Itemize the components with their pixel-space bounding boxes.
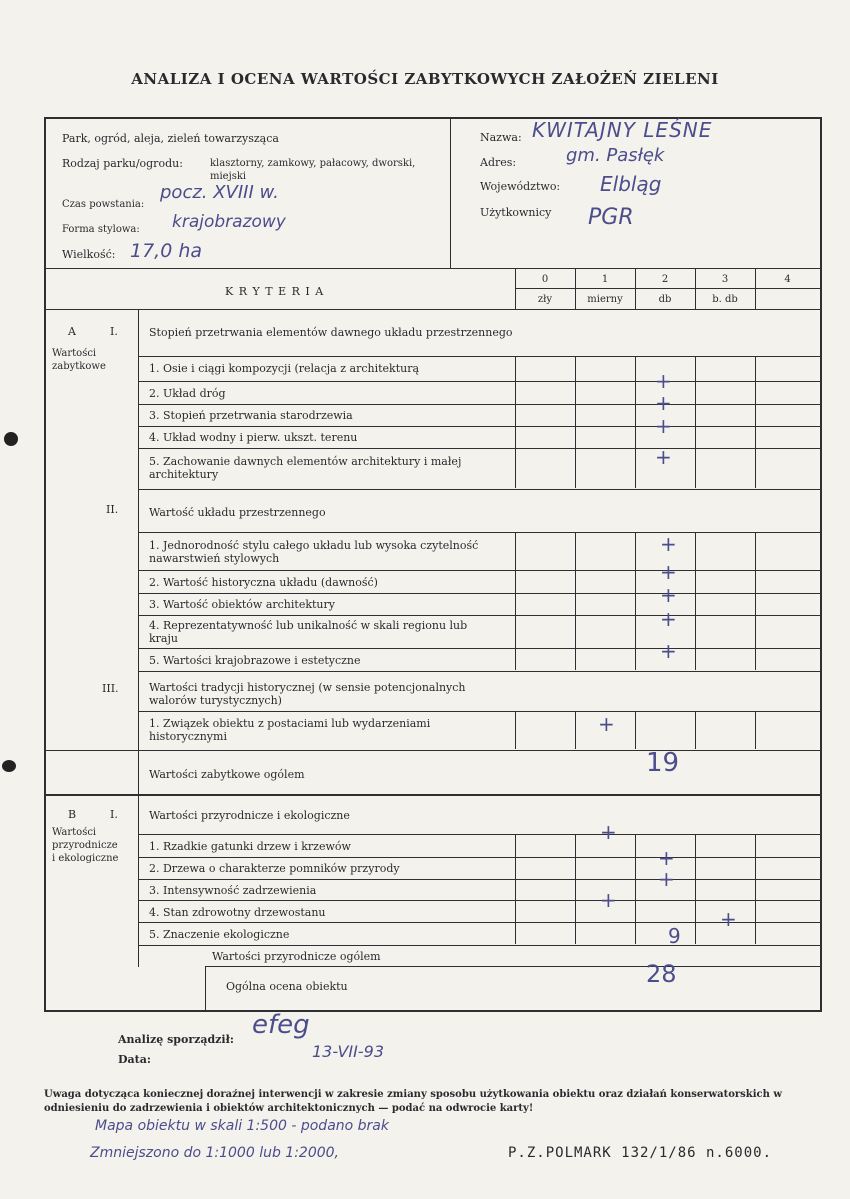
mark-b1-2b: + xyxy=(658,867,675,891)
a-g1-col xyxy=(755,356,756,488)
a-g1-item: 4. Układ wodny i pierw. ukszt. terenu xyxy=(149,431,358,444)
mark-b1-2: + xyxy=(658,846,675,870)
frame-right xyxy=(820,117,822,1012)
a-g2-row-sep xyxy=(138,593,820,594)
crit-num-3: 3 xyxy=(721,274,729,285)
data-label: Data: xyxy=(118,1053,151,1066)
punch-hole-icon xyxy=(2,760,16,772)
sporz-label: Analizę sporządził: xyxy=(118,1033,234,1046)
b-g1-col xyxy=(575,834,576,944)
a-g2-col xyxy=(515,532,516,670)
a-g2-item: 4. Reprezentatywność lub unikalność w skali regionu lub kraju xyxy=(149,619,468,645)
a-g2-item: 1. Jednorodność stylu całego układu lub wysoka czytelność nawarstwień stylowych xyxy=(149,539,479,565)
a-g1-item: 1. Osie i ciągi kompozycji (relacja z architekturą xyxy=(149,362,420,375)
a-g1-title: Stopień przetrwania elementów dawnego układu przestrzennego xyxy=(149,326,513,339)
b-g1-item: 2. Drzewa o charakterze pomników przyrody xyxy=(149,862,400,875)
criteria-bottom xyxy=(44,309,822,310)
mark-a2-4: + xyxy=(660,607,677,631)
a-g1-item: 3. Stopień przetrwania starodrzewia xyxy=(149,409,353,422)
a-total-value: 19 xyxy=(646,748,680,778)
b-g1-title: Wartości przyrodnicze i ekologiczne xyxy=(149,809,350,822)
mark-a1-5: + xyxy=(655,445,672,469)
section-divider xyxy=(44,794,822,796)
nazwa-label: Nazwa: xyxy=(480,131,522,144)
a-g1-item: 5. Zachowanie dawnych elementów architektury i małej architektury xyxy=(149,455,462,481)
b-g1-col xyxy=(695,834,696,944)
mark-a2-1: + xyxy=(660,532,677,556)
a-g2-col xyxy=(755,532,756,670)
a-g2-item: 5. Wartości krajobrazowe i estetyczne xyxy=(149,654,361,667)
a-g1-col xyxy=(515,356,516,488)
rodzaj-label: Rodzaj parku/ogrodu: xyxy=(62,157,183,170)
sectionB-letter: B xyxy=(68,808,77,821)
a-g2-item: 3. Wartość obiektów architektury xyxy=(149,598,335,611)
b-total-label: Wartości przyrodnicze ogólem xyxy=(212,950,381,963)
a-g3-col xyxy=(755,711,756,749)
czas-value: pocz. XVIII w. xyxy=(160,182,279,203)
a-g1-col xyxy=(695,356,696,488)
wielkosc-value: 17,0 ha xyxy=(130,240,203,262)
header-divider xyxy=(450,117,451,269)
print-code: P.Z.POLMARK 132/1/86 n.6000. xyxy=(508,1145,773,1161)
b-g1-col xyxy=(635,834,636,944)
col-line-3-head xyxy=(695,268,696,310)
b-g1-item: 5. Znaczenie ekologiczne xyxy=(149,928,290,941)
criteria-mid-line xyxy=(515,288,822,289)
col-line-0-head xyxy=(515,268,516,288)
b-total-line xyxy=(205,966,822,967)
kryteria-label: K R Y T E R I A xyxy=(225,285,325,298)
a-g1-row-sep xyxy=(138,448,820,449)
b-g1-row-sep xyxy=(138,900,820,901)
crit-num-1: 1 xyxy=(601,274,609,285)
b-g1-col xyxy=(515,834,516,944)
b-g1-item: 3. Intensywność zadrzewienia xyxy=(149,884,317,897)
a-g1-row-sep xyxy=(138,426,820,427)
overall-label: Ogólna ocena obiektu xyxy=(226,980,348,993)
mark-b1-3: + xyxy=(600,888,617,912)
woj-label: Województwo: xyxy=(480,180,561,193)
overall-left-line xyxy=(205,966,206,1010)
a-g3-col xyxy=(695,711,696,749)
a-total-left-line xyxy=(44,750,140,751)
a-g1-item: 2. Układ dróg xyxy=(149,387,226,400)
b-g1-item: 1. Rzadkie gatunki drzew i krzewów xyxy=(149,840,351,853)
header-bottom xyxy=(44,268,822,269)
a-g3-col xyxy=(575,711,576,749)
uzyt-value: PGR xyxy=(588,205,634,230)
rodzaj-options: klasztorny, zamkowy, pałacowy, dworski, xyxy=(210,158,416,169)
crit-grade-2: db xyxy=(658,294,672,305)
a-g2-item: 2. Wartość historyczna układu (dawność) xyxy=(149,576,378,589)
forma-label: Forma stylowa: xyxy=(62,224,140,235)
crit-grade-0: zły xyxy=(537,294,553,305)
crit-num-0: 0 xyxy=(541,274,549,285)
sporz-value: efeg xyxy=(252,1010,310,1040)
a-g3-item: 1. Związek obiektu z postaciami lub wydarzeniami historycznymi xyxy=(149,717,431,743)
a-g2-col xyxy=(695,532,696,670)
a-g2-title: Wartość układu przestrzennego xyxy=(149,506,326,519)
sectionA-roman2: II. xyxy=(106,503,119,516)
a-g1-row-sep xyxy=(138,404,820,405)
form-title: ANALIZA I OCENA WARTOŚCI ZABYTKOWYCH ZAŁOŻEŃ ZIELENI xyxy=(131,70,719,88)
park-line: Park, ogród, aleja, zieleń towarzysząca xyxy=(62,132,279,145)
a-g1-col xyxy=(635,356,636,488)
b-g1-item: 4. Stan zdrowotny drzewostanu xyxy=(149,906,326,919)
forma-value: krajobrazowy xyxy=(172,212,286,232)
uzyt-label: Użytkownicy xyxy=(480,206,552,219)
warning-note: Uwaga dotycząca koniecznej doraźnej interwencji w zakresie zmiany sposobu użytkowania obiektu oraz działań konserwatorskich w odniesieniu do zadrzewienia i obiektów architektonicznych — podać na odwrocie karty! xyxy=(44,1089,782,1114)
crit-grade-1: mierny xyxy=(587,294,623,305)
a-g3-col xyxy=(515,711,516,749)
b-g1-row-sep xyxy=(138,857,820,858)
adres-value: gm. Pasłęk xyxy=(566,145,665,166)
a-g2-col xyxy=(635,532,636,670)
rodzaj-options2: miejski xyxy=(210,171,247,182)
nazwa-value: KWITAJNY LEŚNE xyxy=(532,118,713,142)
a-g3-col xyxy=(635,711,636,749)
col-line-0-head2 xyxy=(515,288,516,310)
woj-value: Elbląg xyxy=(600,172,662,196)
a-total-label: Wartości zabytkowe ogólem xyxy=(149,768,305,781)
a-g2-col xyxy=(575,532,576,670)
crit-num-2: 2 xyxy=(661,274,669,285)
hand-note-2: Zmniejszono do 1:1000 lub 1:2000, xyxy=(90,1145,339,1161)
frame-left xyxy=(44,117,46,1012)
mark-a1-3: + xyxy=(655,414,672,438)
b-eco-value: 9 xyxy=(668,924,681,948)
adres-label: Adres: xyxy=(480,156,517,169)
a-g2-row-sep xyxy=(138,615,820,616)
wielkosc-label: Wielkość: xyxy=(62,248,116,261)
a-g1-col xyxy=(575,356,576,488)
sectionA-roman1: I. xyxy=(110,325,118,338)
mark-b1-4: + xyxy=(720,907,737,931)
mark-b1-1: + xyxy=(600,820,617,844)
crit-grade-3: b. db xyxy=(712,294,738,305)
frame-bottom xyxy=(44,1010,822,1012)
a-g2-row-sep xyxy=(138,570,820,571)
sectionA-name: Wartości zabytkowe xyxy=(52,348,106,372)
col-line-4-head xyxy=(755,268,756,310)
b-g1-row-sep xyxy=(138,879,820,880)
b-g1-col xyxy=(755,834,756,944)
b-g1-row-sep xyxy=(138,922,820,923)
col-line-1-head xyxy=(575,268,576,310)
sectionB-roman1: I. xyxy=(110,808,118,821)
mark-a2-5: + xyxy=(660,639,677,663)
mark-a1-2: + xyxy=(655,391,672,415)
sectionA-roman3: III. xyxy=(102,682,119,695)
crit-num-4: 4 xyxy=(784,274,791,285)
col-line-2-head xyxy=(635,268,636,310)
sectionB-name: Wartości przyrodnicze i ekologiczne xyxy=(52,827,119,864)
sectionA-letter: A xyxy=(68,325,76,338)
a-g1-row-sep xyxy=(138,381,820,382)
punch-hole-icon xyxy=(4,432,18,446)
czas-label: Czas powstania: xyxy=(62,199,145,210)
data-value: 13-VII-93 xyxy=(312,1042,384,1061)
mark-a1-1: + xyxy=(655,369,672,393)
overall-value: 28 xyxy=(646,960,677,988)
a-g3-title: Wartości tradycji historycznej (w sensie potencjonalnych walorów turystycznych) xyxy=(149,681,466,707)
mark-a3-1: + xyxy=(598,712,615,736)
mark-a2-2: + xyxy=(660,560,677,584)
a-g2-row-sep xyxy=(138,648,820,649)
hand-note-1: Mapa obiektu w skali 1:500 - podano brak xyxy=(95,1118,389,1134)
mark-a2-3: + xyxy=(660,583,677,607)
